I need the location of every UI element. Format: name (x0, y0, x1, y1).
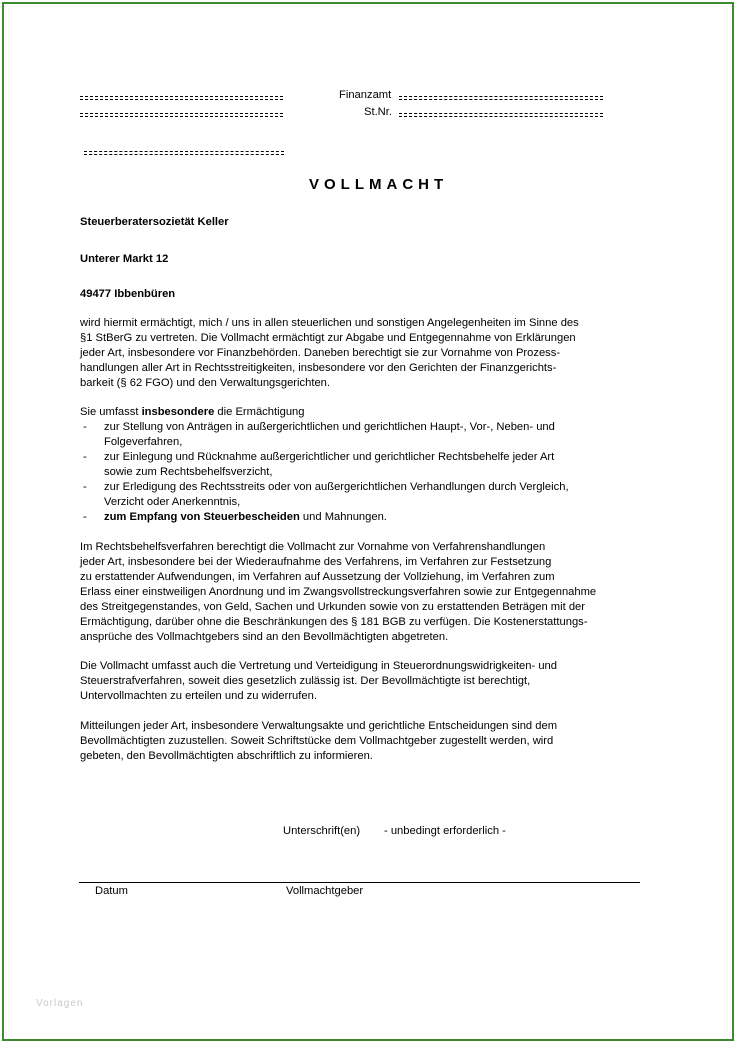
signature-line (79, 882, 640, 883)
date-label: Datum (95, 885, 128, 897)
paragraph-line: handlungen aller Art in Rechtsstreitigkeiten, insbesondere vor den Gerichten der Finanzgerichts- (80, 362, 557, 374)
firm-name: Steuerberatersozietät Keller (80, 216, 229, 228)
finanzamt-blank-line (399, 96, 603, 100)
paragraph-defense (80, 659, 640, 704)
stnr-label: St.Nr. (364, 106, 392, 118)
giver-label: Vollmachtgeber (286, 885, 364, 897)
paragraph-line: gebeten, den Bevollmächtigten abschriftlich zu informieren. (80, 750, 373, 762)
bullet: - (83, 481, 87, 493)
paragraph-line: wird hiermit ermächtigt, mich / uns in allen steuerlichen und sonstigen Angelegenheiten im Sinne des (80, 317, 579, 329)
bullet: - (83, 421, 87, 433)
paragraph-line: jeder Art, insbesondere bei der Wiederaufnahme des Verfahrens, im Verfahren zur Festsetzung (80, 556, 552, 568)
paragraph-notifications (80, 719, 640, 764)
bullet: - (83, 511, 87, 523)
paragraph-legal-remedy (80, 540, 640, 645)
blank-line-name-3 (84, 151, 284, 155)
scope-item-4: - zum Empfang von Steuerbescheiden und Mahnungen. (83, 511, 387, 523)
scope-section (80, 405, 640, 525)
bullet: - (83, 451, 87, 463)
firm-city: 49477 Ibbenbüren (80, 288, 176, 300)
paragraph-line: ansprüche des Vollmachtgebers sind an den Bevollmächtigten abgetreten. (80, 631, 449, 643)
blank-line-name-2 (80, 113, 283, 117)
scope-intro: Sie umfasst insbesondere die Ermächtigung (80, 406, 305, 418)
paragraph-line: zu erstattender Aufwendungen, im Verfahren auf Aussetzung der Vollziehung, im Verfahren zum (80, 571, 555, 583)
document-title: VOLLMACHT (309, 176, 449, 193)
scope-item-2: - zur Einlegung und Rücknahme außergerichtlicher und gerichtlicher Rechtsbehelfe jeder Art sowie zum Rechtsbehelfsverzicht, (83, 451, 555, 478)
paragraph-line: Steuerstrafverfahren, soweit dies gesetzlich zulässig ist. Der Bevollmächtigte ist berechtigt, (80, 675, 531, 687)
paragraph-line: Erlass einer einstweiligen Anordnung und im Zwangsvollstreckungsverfahren sowie zur Entgegennahme (80, 586, 597, 598)
paragraph-line: Bevollmächtigten zuzustellen. Soweit Schriftstücke dem Vollmachtgeber zugestellt werden, wird (80, 735, 554, 747)
paragraph-line: Im Rechtsbehelfsverfahren berechtigt die Vollmacht zur Vornahme von Verfahrenshandlungen (80, 541, 546, 553)
stnr-blank-line (399, 113, 603, 117)
paragraph-line: §1 StBerG zu vertreten. Die Vollmacht ermächtigt zur Abgabe und Entgegennahme von Erklärungen (80, 332, 576, 344)
signature-label: Unterschrift(en) (283, 825, 361, 837)
paragraph-line: des Streitgegenstandes, von Geld, Sachen und Urkunden sowie von zu erstattenden Beträgen mit der (80, 601, 585, 613)
paragraph-authorization (80, 316, 640, 391)
paragraph-line: Ermächtigung, darüber ohne die Beschränkungen des § 181 BGB zu verfügen. Die Kostenerstattungs- (80, 616, 588, 628)
paragraph-line: Mitteilungen jeder Art, insbesondere Verwaltungsakte und gerichtliche Entscheidungen sind dem (80, 720, 558, 732)
finanzamt-label: Finanzamt (339, 89, 392, 101)
paragraph-line: Untervollmachten zu erteilen und zu widerrufen. (80, 690, 317, 702)
blank-line-name-1 (80, 96, 283, 100)
paragraph-line: jeder Art, insbesondere vor Finanzbehörden. Daneben berechtigt sie zur Vornahme von Prozess- (80, 347, 561, 359)
paragraph-line: Die Vollmacht umfasst auch die Vertretung und Verteidigung in Steuerordnungswidrigkeiten- und (80, 660, 558, 672)
paragraph-line: barkeit (§ 62 FGO) und den Verwaltungsgerichten. (80, 377, 330, 389)
signature-note: - unbedingt erforderlich - (384, 825, 506, 837)
firm-street: Unterer Markt 12 (80, 253, 169, 265)
watermark-text: Vorlagen (36, 998, 84, 1009)
scope-item-1: - zur Stellung von Anträgen in außergerichtlichen und gerichtlichen Haupt-, Vor-, Neben- und Folgeverfahren, (83, 421, 555, 448)
scope-item-3: - zur Erledigung des Rechtsstreits oder von außergerichtlichen Verhandlungen durch Vergleich, Verzicht oder Anerkenntnis, (83, 481, 569, 508)
